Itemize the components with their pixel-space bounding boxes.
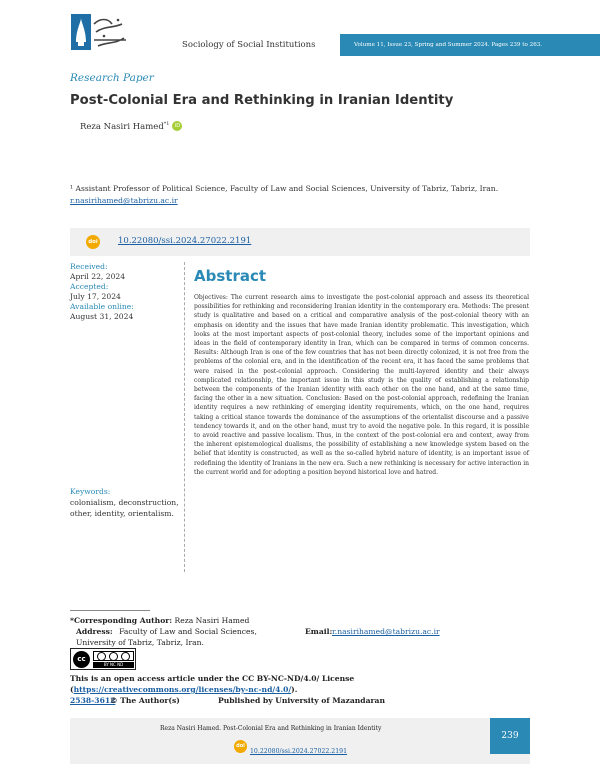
cc-strip-label: BY NC ND xyxy=(93,662,134,668)
doi-link[interactable]: 10.22080/ssi.2024.27022.2191 xyxy=(118,236,252,246)
affiliation: ¹ Assistant Professor of Political Science, Faculty of Law and Social Sciences, University of Tabriz, Tabriz, Iran. xyxy=(70,184,499,193)
orcid-icon[interactable]: iD xyxy=(172,121,182,131)
accepted-label: Accepted: xyxy=(70,282,109,291)
cc-license-badge-icon[interactable] xyxy=(70,648,136,670)
author-name: Reza Nasiri Hamed xyxy=(80,122,164,132)
copyright: © The Author(s) xyxy=(110,696,180,705)
open-access-line: This is an open access article under the CC BY-NC-ND/4.0/ License xyxy=(70,674,355,683)
online-label: Available online: xyxy=(70,302,134,311)
author-line xyxy=(80,121,182,132)
address-text-1: Faculty of Law and Social Sciences, xyxy=(119,627,257,636)
page-header xyxy=(70,8,600,58)
footnote-divider xyxy=(70,610,150,611)
author-mark: *1 xyxy=(163,121,170,128)
keywords-label: Keywords: xyxy=(70,487,111,496)
corresponding-email-link[interactable]: r.nasirihamed@tabrizu.ac.ir xyxy=(332,627,440,636)
footer-doi-icon: doi xyxy=(234,740,247,753)
cc-strip xyxy=(93,651,134,661)
accepted-date: July 17, 2024 xyxy=(70,292,121,301)
footer-citation: Reza Nasiri Hamed. Post-Colonial Era and Rethinking in Iranian Identity xyxy=(160,725,382,732)
address-text-2: University of Tabriz, Tabriz, Iran. xyxy=(76,638,204,647)
license-paren-open: ( xyxy=(70,685,74,694)
license-link-line xyxy=(70,685,297,694)
publisher: Published by University of Mazandaran xyxy=(218,696,385,705)
nd-icon xyxy=(121,652,130,661)
keywords-block xyxy=(70,487,182,519)
article-title: Post-Colonial Era and Rethinking in Iranian Identity xyxy=(70,93,454,108)
abstract-text: Objectives: The current research aims to investigate the post-colonial approach and assess its theoretical possibilities for rethinking and reconsidering Iranian identity in the contemporary era. Methods: The present study is qualitative and based on a critical and comparative analysis of the post-colonial theory with an emphasis on identity and the issues that have made Iranian identity problematic. This investigation, which looks at the most important aspects of post-colonial theory, includes some of the important opinions and ideas in the field of contemporary identity in Iran, which can be compared in terms of common concerns. Results: Although Iran is one of the few countries that has not been directly colonized, it is not free from the problems of the colonial era, and in the identification of the recent era, it has faced the same problems that were raised in the post-colonial approach. Considering the multi-layered identity and their always complicated relationship, the important issue in this study is the quality of establishing a relationship between the components of the Iranian identity with each other on the one hand, and at the same time, facing the other in a new situation. Conclusion: Based on the post-colonial approach, redefining the Iranian identity requires a new rethinking of emerging identity requirements, which, on the one hand, requires taking a critical stance towards the dominance of the assumptions of the orientalist discourse and a passive tendency towards it, and on the other hand, must try to avoid the negative pole. In this regard, it is possible to avoid reactive and passive localism. Thus, in the context of the post-colonial era and context, away from the inherent epistemological dualisms, the possibility of establishing a new knowledge system based on the belief that identity is constructed, as well as the so-called hybrid nature of identity, is an important issue of redefining the identity of Iranians in the new era. Such a new rethinking is necessary for active interaction in the current world and for adopting a position beyond historical love and hatred. xyxy=(194,294,529,476)
page-footer xyxy=(70,718,530,764)
by-icon xyxy=(97,652,106,661)
issue-info-bar: Volume 11, Issue 23, Spring and Summer 2024. Pages 239 to 263. xyxy=(340,34,600,56)
nc-icon xyxy=(109,652,118,661)
page-number: 239 xyxy=(490,718,530,754)
online-date: August 31, 2024 xyxy=(70,312,134,321)
corresponding-label: *Corresponding Author: xyxy=(70,616,173,625)
journal-logo-icon xyxy=(70,12,130,54)
abstract-heading: Abstract xyxy=(194,267,267,285)
address-line-1 xyxy=(76,627,257,636)
address-line-2 xyxy=(76,638,204,647)
cc-circle: cc xyxy=(73,651,90,668)
license-paren-close: ). xyxy=(291,685,298,694)
email-label: Email: xyxy=(305,627,333,636)
received-date: April 22, 2024 xyxy=(70,272,126,281)
issn-link[interactable]: 2538-3612 xyxy=(70,696,116,705)
journal-name: Sociology of Social Institutions xyxy=(182,40,316,50)
corresponding-author xyxy=(70,616,249,625)
corresponding-name: Reza Nasiri Hamed xyxy=(174,616,250,625)
license-link[interactable]: https://creativecommons.org/licenses/by-nc-nd/4.0/ xyxy=(73,685,292,694)
address-label: Address: xyxy=(76,627,113,636)
received-label: Received: xyxy=(70,262,108,271)
paper-type: Research Paper xyxy=(70,72,154,84)
doi-icon: doi xyxy=(86,235,100,249)
keywords-text: colonialism, deconstruction, other, identity, orientalism. xyxy=(70,498,179,518)
article-sidebar xyxy=(70,262,185,572)
footer-doi-link[interactable]: 10.22080/ssi.2024.27022.2191 xyxy=(250,748,348,755)
affiliation-email-link[interactable]: r.nasirihamed@tabrizu.ac.ir xyxy=(70,196,178,205)
doi-box xyxy=(70,228,530,256)
